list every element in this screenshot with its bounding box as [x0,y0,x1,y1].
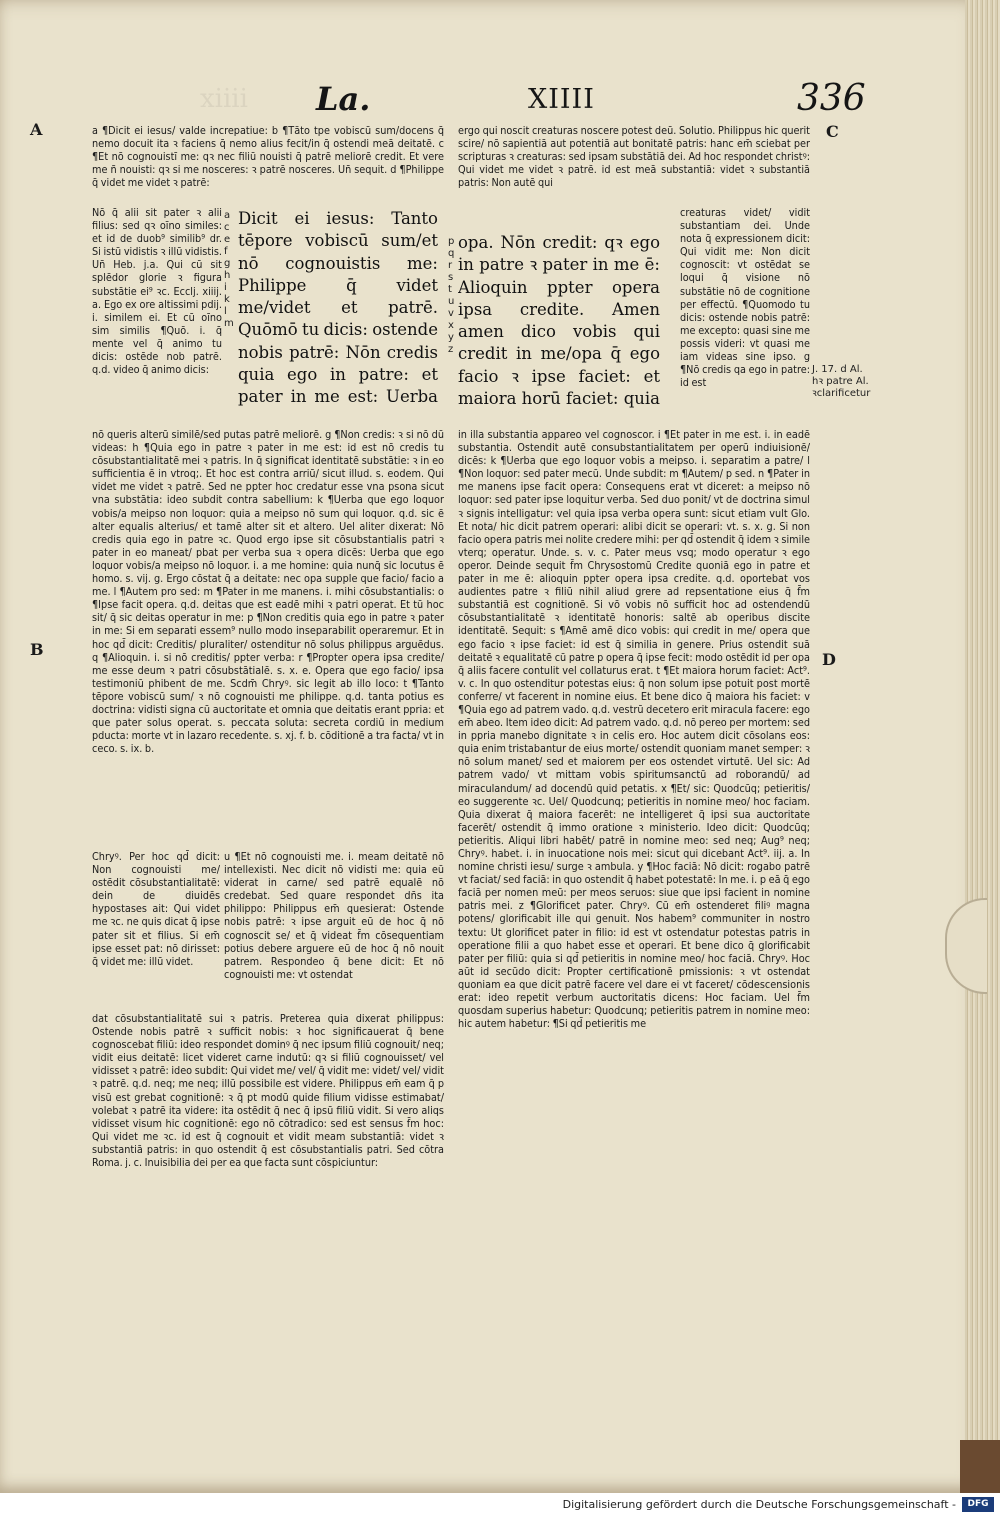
gospel-text-right: opa. Nōn credit: qꝛ ego in patre ꝛ pater in me ē: Alioquin ppter opera ipsa credite. Amen amen dico vobis qui credit in me/opa q̄ ego facio ꝛ ipse faciet: et maiora horū faciet: quia [458,233,660,408]
running-head-center: XIIII [528,84,595,115]
verse-letters-right: p q r s t u v x y z [448,236,455,355]
commentary-left-top: a ¶Dicit ei iesus/ valde increpatiue: b ¶Tāto tpe vobiscū sum/docens q̄ nemo docuit ita ꝛ faciens q̄ nemo alius fecit/in q̄ ostendi meā deitatē. c ¶Et nō cognouistī me: qꝛ nec filiū nouisti q̄ patrē meliorē credit. Et vere me ñ nouisti: qꝛ si me nosceres: ꝛ patrē nosceres. Un̄ sequit. d ¶Philippe q̄ videt me videt ꝛ patrē: [92,124,444,190]
folio-number: 336 [797,78,866,119]
commentary-left-narrow2: Chryꝰ. Per hoc qd̄ dicit: Non cognouisti me/ ostēdit cōsubstantialitatē: dein de diuidēs hypostases ait: Qui videt me ꝛc. ne quis dicat q̄ ipse pater sit et filius. Si em̄ ipse esset pat: nō dirisset: q̄ videt me: illū videt. [92,850,220,968]
commentary-right-main: in illa substantia appareo vel cognoscor. i ¶Et pater in me est. i. in eadē substantia. Ostendit autē consubstantialitatem per operū indiuisionē/ dicēs: k ¶Uerba que ego loquor vobis a meipso. i. separatim a patre/ l ¶Non loquor: sed pater mecū. Unde subdit: m ¶Autem/ p sed. n ¶Pater in me manens ipse facit opera: Consequens erat vt diceret: a meipso nō loquor: sed pater ipse loquitur verba. Sed duo ponit/ vt de doctrina simul ꝛ signis intelligatur: vel quia ipsa verba opera sunt: sicut etiam vult Glo. Et nota/ hic dicit patrem operari: alibi dicit se operari: vt. s. x. g. Si non facio opera patris mei nolite credere mihi: per qd̄ ostendit q̄ idem ꝛ simile vterq; operatur. Unde. s. v. c. Pater meus vsq; modo operatur ꝛ ego operor. Deinde sequit f̄m Chrysostomū Credite quoniā ego in patre et pater in me ē: alioquin ppter opera ipsa credite. q.d. oportebat vos audientes patre ꝛ filiū nihil aliud grere ad repsentatione eius q̄ f̄m substantiā est cognitionē. Si vō vobis nō sufficit hoc ad ostendendū cōsubstantialitatē ꝛ identitatē honoris: saltē ab operibus discite identitatē. Sequit: s ¶Amē amē dico vobis: qui credit in me/ opera que ego facio ꝛ ipse faciet: id est q̄ similia in genere. Prius ostendit suā deitatē ꝛ equalitatē cū patre p opera q̄ ipse fecit: modo ostēdit id per opa q̄ aliis facere contulit vel collaturus erat. t ¶Et maiora horum faciet: Act⁹. v. c. In quo ostenditur potestas eius: q̄ non solum ipse potuit post mortē conferre/ vt facerent in nomine eius. Et bene dico q̄ maiora his faciet: v ¶Quia ego ad patrem vado. q.d. vestrū decetero erit miracula facere: ego em̄ abeo. Item ideo dicit: Ad patrem vado. q.d. nō pereo per mortem: sed in ppria manebo dignitate ꝛ in celis ero. Hoc autem dicit cōsolans eos: quia enim tristabantur de eius morte/ ostendit quoniam manet semper: ꝛ nō solum manet/ sed et maiorem per eos ostendet virtutē. Uel sic: Ad patrem vado/ vt mittam vobis spiritumsanctū ad roborandū/ ad miraculandum/ ad docendū quid petatis. x ¶Et/ sic: Quodcūq; petieritis/ eo suggerente ꝛc. Uel/ Quodcunq; petieritis in nomine meo/ hoc faciam. Quia dixerat q̄ maiora facerēt: ne intelligeret q̄ ipsi sua auctoritate facerēt/ ostendit q̄ immo oratione ꝛ ministerio. Ideo dicit: Quodcūq; petieritis. Aliqui libri habēt/ patrē in nomine meo: sed neq; Aug⁹ neq; Chryꝰ. habet. i. in inuocatione nois mei: sicut qui dicebant Act⁹. iij. a. In nomine christi iesu/ surge ꝛ ambula. y ¶Hoc faciā: Nō dicit: rogabo patrē vt faciat/ sed faciā: in quo ostendit q̄ habet potestatē: In me. i. p eā q̄ ego faciā per nomen meū: per meos seruos: siue que ipsi facient in nomine patris mei. z ¶Glorificet pater. Chryꝰ. Cū em̄ ostenderet filiꝰ magna potens/ glorificabit ille qui genuit. Nos habem⁹ communiter in nostro textu: Ut glorificet pater in filio: id est vt ostendatur potestas patris in operatione filii a quo habet esse et operari. Et bene dico q̄ glorificabit pater per filiū: quia si qd̄ petieritis in nomine meo/ hoc faciā. Chryꝰ. Hoc aūt id secūdo dicit: Propter certificationē pmissionis: ꝛ vt ostendat quoniam ea que dicit patrē facere vel dare ei vt faceret/ cōdescensionis erat: ideo repetit verbum auctoritatis dicens: Hoc faciam. Uel f̄m quosdam superius habetur: Quodcunq; petieritis patrem in nomine meo: hic autem habetur: ¶Si qd̄ petieritis me [458,428,810,1031]
margin-letter-b: B [30,640,44,659]
commentary-left-bottom: dat cōsubstantialitatē sui ꝛ patris. Preterea quia dixerat philippus: Ostende nobis patrē ꝛ sufficit nobis: ꝛ hoc significauerat q̄ bene cognoscebat filiū: ideo respondet dominꝰ q̄ nec ipsum filiū cognouit/ neq; vidit eius deitatē: licet videret carne indutū: qꝛ si filiū cognouisset/ vel vidisset ꝛ patrē: ideo subdit: Qui videt me/ vel/ q̄ vidit me: videt/ vel/ vidit ꝛ patrē. q.d. neq; me neq; illū possibile est videre. Philippus em̄ eam q̄ p visū est grebat cognitionē: ꝛ q̄ pt modū quide filium vidisse estimabat/ volebat ꝛ patrē ita videre: ita ostēdit q̄ nec q̄ ipsū filiū vidit. Si vero aliqs vidisset visum hic cognitionē: ego nō cōtradico: sed est sensus f̄m hoc: Qui videt me ꝛc. id est q̄ cognouit et vidit meam substantiā: videt ꝛ substantiā patris: in quo ostendit q̄ est cōsubstantialis patri. Sed cōtra Roma. j. c. Inuisibilia dei per ea que facta sunt cōspiciuntur: [92,1012,444,1170]
margin-letter-a: A [30,120,43,139]
footer-bar [0,1493,1000,1517]
margin-letter-d: D [822,650,836,669]
show-through-text: xiiii [200,84,248,114]
commentary-right-top: ergo qui noscit creaturas noscere potest deū. Solutio. Philippus hic querit scire/ nō sapientiā aut potentiā aut bonitatē patris: hanc em̄ sciebat per scripturas ꝛ creaturas: sed ipsam substātiā dei. Ad hoc respondet christꝰ: Qui videt me videt ꝛ patrē. id est meā substantiā: videt ꝛ substantiā patris: Non autē qui [458,124,810,190]
commentary-left-main: nō queris alterū similē/sed putas patrē meliorē. g ¶Non credis: ꝛ si nō dū videas: h ¶Quia ego in patre ꝛ pater in me est: id est nō credis tu cōsubstantialitatē mei ꝛ patris. In q̄ significat identitatē substātie: ꝛ in eo sufficientia ē in vtroq;. Et hoc est contra arriū/ sicut illud. s. eodem. Qui videt me videt ꝛ patrē. Sed ne ppter hoc credatur esse vna psona sicut vna substātia: ideo subdit contra sabellium: k ¶Uerba que ego loquor vobis/a meipso non loquor: quia a meipso nō sum qui loquor. q.d. sic ē alter equalis alterius/ et tamē alter sit et altero. Uel aliter dixerat: Nō credis quia ego in patre ꝛc. Quod ergo ipse sit cōsubstantialis patri ꝛ pater in eo maneat/ pbat per verba sua ꝛ opera dicēs: Uerba que ego loquor vobis/a meipso nō loquor. i. a me homine: quia nunq̄ sic locutus ē homo. s. vij. g. Ergo cōstat q̄ a deitate: nec opa supple que facio/ facio a me. l ¶Autem pro sed: m ¶Pater in me manens. i. mihi cōsubstantialis: o ¶Ipse facit opera. q.d. deitas que est eadē mihi ꝛ patri operat. Et tū hoc sit/ q̄ sic deitas operatur in me: p ¶Non creditis quia ego in patre ꝛ pater in me: Si em separati essem⁹ nullo modo inseparabilit operaremur. Et in hoc qd̄ dicit: Creditis/ pluraliter/ ostenditur nō solus philippus arguēdus. q ¶Alioquin. i. si nō creditis/ ppter verba: r ¶Propter opera ipsa credite/ me esse deum ꝛ patri cōsubstātialē. s. x. e. Opera que ego facio/ ipsa testimoniū phibent de me. Scdm̄ Chryꝰ. sic legit ab illo loco: t ¶Tanto tēpore vobiscū sum/ ꝛ nō cognouisti me philippe. q.d. tanta potius es doctrina: vidisti signa cū auctoritate et omnia que deitatis erant ppria: et que pater solus operat. s. peccata soluta: secreta cordiū in medium pducta: morte vt in lazaro recedente. s. xj. f. b. cōditionē a tra facta/ vt in ceco. s. ix. b. [92,428,444,756]
commentary-left-narrow: Nō q̄ alii sit pater ꝛ alii filius: sed qꝛ oīno similes: et id de duob⁹ similib⁹ dr. Si istū vidistis ꝛ illū vidistis. Un̄ Heb. j.a. Qui cū sit splēdor glorie ꝛ figura substātie ei⁹ ꝛc. Ecclj. xiiij. a. Ego ex ore altissimi pdij. i. similem ei. Et cū oīno sim similis ¶Quō. i. q̄ mente vel q̄ animo tu dicis: ostēde nob patrē. q.d. video q̄ animo dicis: [92,206,222,377]
book-cover-corner [960,1440,1000,1493]
margin-letter-c: C [826,122,839,141]
verse-letters-left: a c e f g h i k l m [224,210,234,329]
commentary-left-narrow2b: u ¶Et nō cognouisti me. i. meam deitatē nō intellexisti. Nec dicit nō vidisti me: quia eū viderat in carne/ sed patrē equalē nō credebat. Sed quare respondet dn̄s ita philippo: Philippus em̄ quesierat: Ostende nobis patrē: ꝛ ipse arguit eū de hoc q̄ nō cognoscit se/ et q̄ videat f̄m cōsequentiam potius debere arguere eū de hoc q̄ nō nouit patrem. Respondeo q̄ bene dicit: Et nō cognouisti me: vt ostendat [224,850,444,981]
dfg-logo: DFG [962,1497,994,1512]
commentary-right-narrow: creaturas videt/ vidit substantiam dei. Unde nota q̄ expressionem dicit: Qui vidit me: Non dicit cognoscit: vt ostēdat se loqui q̄ visione nō substātie nō de cognitione per effectū. ¶Quomodo tu dicis: ostende nobis patrē: me excepto: quasi sine me possis videri: vt quasi me iam videas sine ipso. g ¶Nō credis qa ego in patre: id est [680,206,810,390]
running-head-left: La. [316,80,371,118]
funding-credit: Digitalisierung gefördert durch die Deutsche Forschungsgemeinschaft - [562,1498,956,1511]
page-edges [965,0,1000,1493]
marginal-note: J. 17. d Al. hꝛ patre Al. ꝛclarificetur [812,364,871,399]
gospel-text-left: Dicit ei iesus: Tanto tēpore vobiscū sum/et nō cognouistis me: Philippe q̄ videt me/videt et patrē. Quōmō tu dicis: ostende nobis patrē: Nōn credis quia ego in patre: et pater in me est: Uerba [238,209,438,407]
